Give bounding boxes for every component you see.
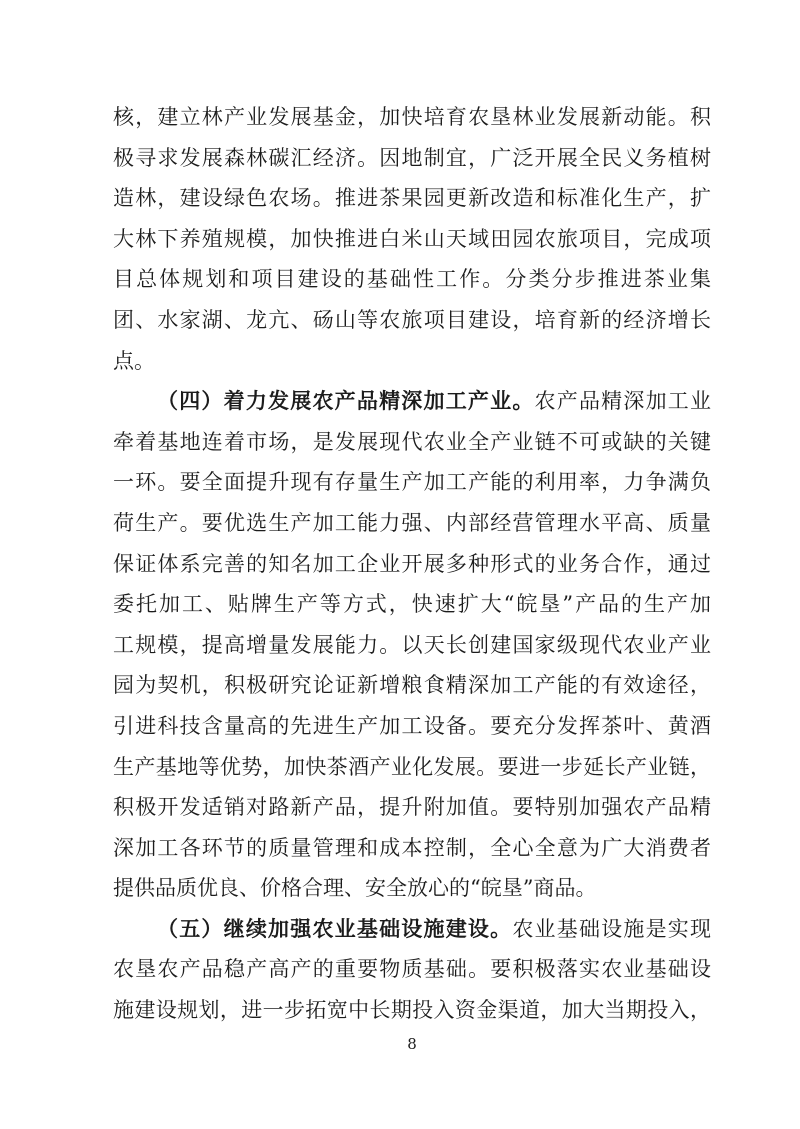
text-line: 团、水家湖、龙亢、砀山等农旅项目建设，培育新的经济增长 [113,307,711,332]
text-line [113,909,711,950]
text-line: 生产基地等优势，加快茶酒产业化发展。要进一步延长产业链， [113,754,711,779]
paragraph-section-4 [113,381,711,909]
text-line: 目总体规划和项目建设的基础性工作。分类分步推进茶业集 [113,267,711,292]
paragraph-section-5 [113,909,711,1031]
text-line: 积极开发适销对路新产品，提升附加值。要特别加强农产品精 [113,795,711,820]
text-line: 一环。要全面提升现有存量生产加工产能的利用率，力争满负 [113,470,711,495]
text-line: 深加工各环节的质量管理和成本控制，全心全意为广大消费者 [113,835,711,860]
text-line: 工规模，提高增量发展能力。以天长创建国家级现代农业产业 [113,632,711,657]
page-number: 8 [407,1035,417,1053]
section-text: 农业基础设施是实现 [512,916,711,941]
text-line [113,381,711,422]
text-line: 大林下养殖规模，加快推进白米山天域田园农旅项目，完成项 [113,226,711,251]
paragraph-continuation [113,97,711,381]
section-heading: （五）继续加强农业基础设施建设。 [157,915,513,941]
text-line: 委托加工、贴牌生产等方式，快速扩大“皖垦”产品的生产加 [113,592,711,617]
section-text: 农产品精深加工业 [534,389,711,414]
text-line: 保证体系完善的知名加工企业开展多种形式的业务合作，通过 [113,551,711,576]
text-line: 引进科技含量高的先进生产加工设备。要充分发挥茶叶、黄酒 [113,713,711,738]
text-line: 牵着基地连着市场，是发展现代农业全产业链不可或缺的关键 [113,429,711,454]
text-line: 荷生产。要优选生产加工能力强、内部经营管理水平高、质量 [113,510,711,535]
text-line: 园为契机，积极研究论证新增粮食精深加工产能的有效途径， [113,673,711,698]
text-line: 极寻求发展森林碳汇经济。因地制宜，广泛开展全民义务植树 [113,145,711,170]
text-line: 提供品质优良、价格合理、安全放心的“皖垦”商品。 [113,876,597,901]
text-line: 造林，建设绿色农场。推进茶果园更新改造和标准化生产，扩 [113,186,711,211]
text-line: 施建设规划，进一步拓宽中长期投入资金渠道，加大当期投入， [113,998,711,1023]
text-line: 农垦农产品稳产高产的重要物质基础。要积极落实农业基础设 [113,957,711,982]
document-body [113,97,711,1031]
text-line: 点。 [113,348,155,373]
section-heading: （四）着力发展农产品精深加工产业。 [157,388,535,414]
text-line: 核，建立林产业发展基金，加快培育农垦林业发展新动能。积 [113,105,711,129]
